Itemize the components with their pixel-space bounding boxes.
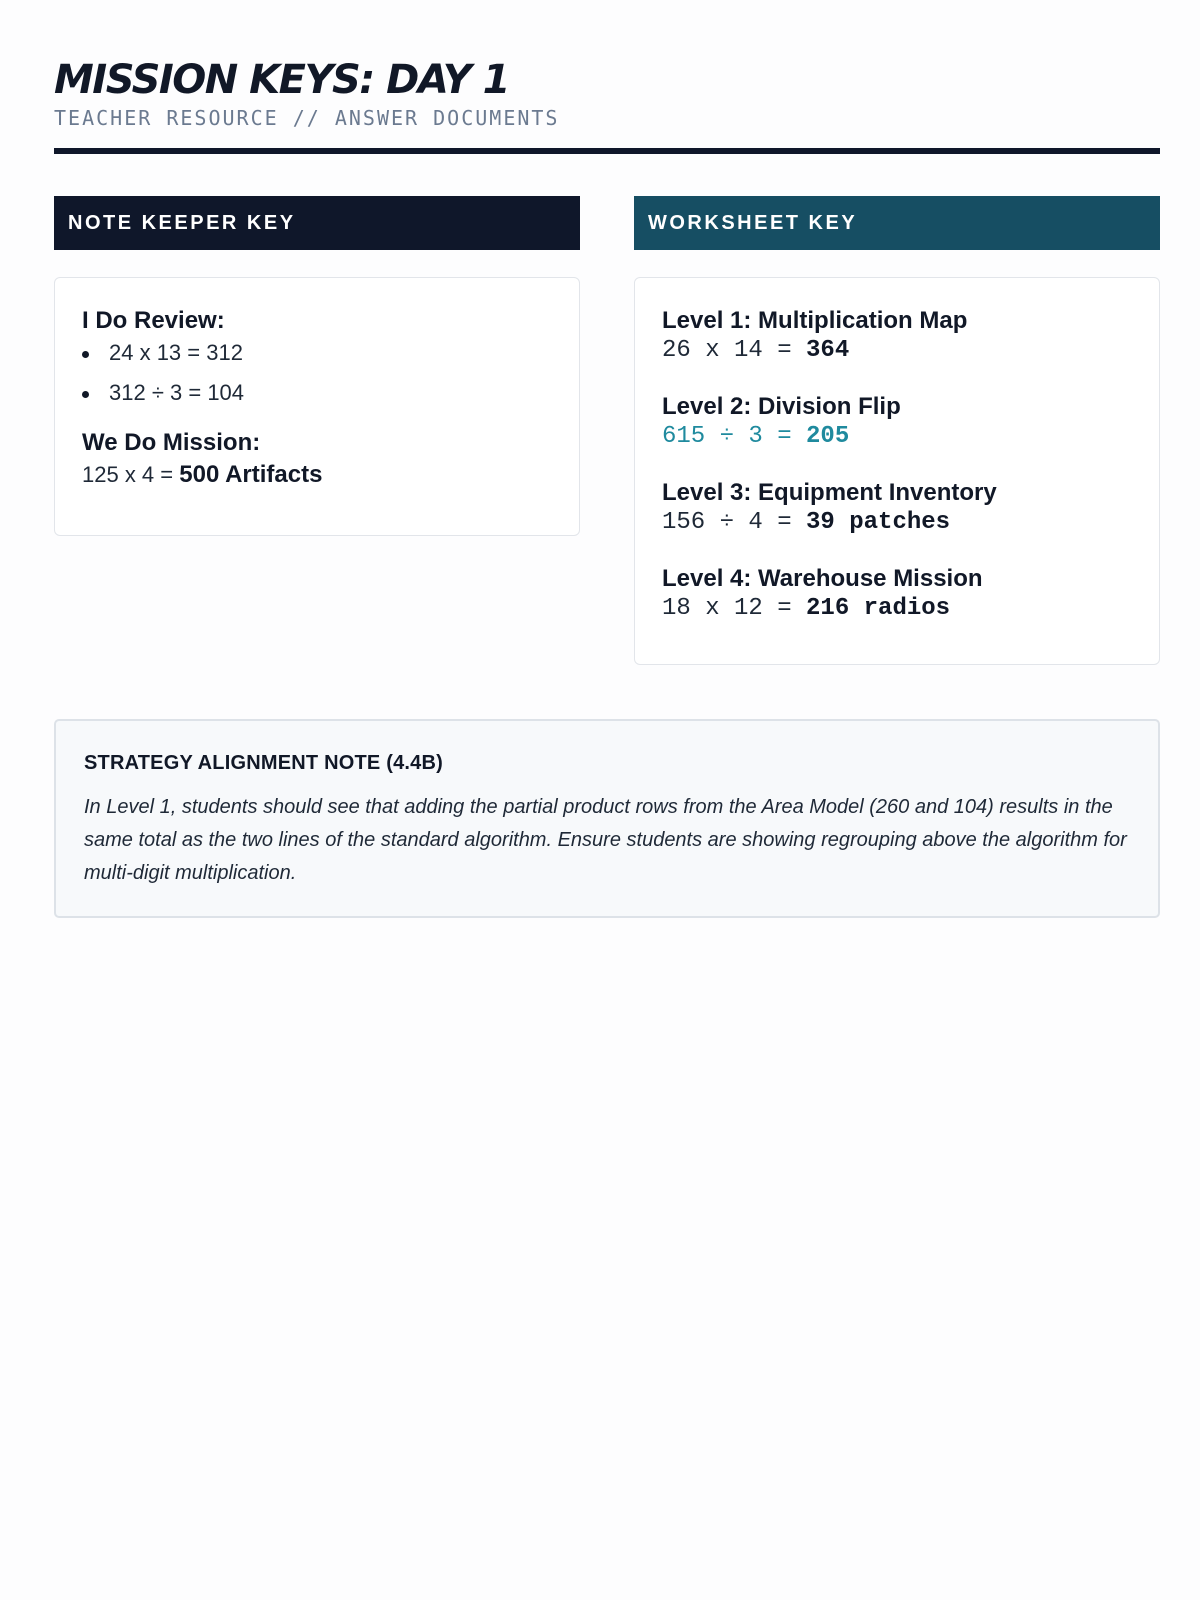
level-title: Level 2: Division Flip [662,393,901,420]
level-title: Level 4: Warehouse Mission [662,565,983,592]
level-title: Level 1: Multiplication Map [662,307,968,334]
level-answer: 364 [806,337,850,364]
level-item [662,478,1159,538]
i-do-list [82,338,579,408]
level-item [662,392,1159,452]
list-item: 312 ÷ 3 = 104 [82,378,579,408]
page-subtitle: TEACHER RESOURCE // ANSWER DOCUMENTS [54,106,560,130]
i-do-label: I Do Review: [82,307,225,334]
level-title: Level 3: Equipment Inventory [662,479,997,506]
worksheet-heading: WORKSHEET KEY [634,196,1160,250]
header-divider [54,148,1160,154]
level-answer: 216 radios [806,595,951,622]
note-keeper-heading: NOTE KEEPER KEY [54,196,580,250]
level-equation: 156 ÷ 4 = [662,509,807,536]
worksheet-card [634,277,1160,665]
level-answer-line [662,422,1159,452]
list-item: 24 x 13 = 312 [82,338,579,368]
we-do-equation: 125 x 4 = [82,462,180,487]
level-answer-line [662,336,1159,366]
strategy-note-body: In Level 1, students should see that adding the partial product rows from the Area Model (260 and 104) results in the same total as the two lines of the standard algorithm. Ensure students are showing regrouping above the algorithm for multi-digit multiplication. [84,796,1127,884]
level-equation: 26 x 14 = [662,337,807,364]
level-equation: 18 x 12 = [662,595,807,622]
we-do-answer: 500 Artifacts [179,461,323,488]
level-item [662,564,1159,624]
page-title: MISSION KEYS: DAY 1 [54,57,509,103]
strategy-note-title: STRATEGY ALIGNMENT NOTE (4.4B) [84,752,443,774]
level-answer-line [662,594,1159,624]
we-do-label: We Do Mission: [82,429,261,456]
note-keeper-card [54,277,580,536]
level-answer-line [662,508,1159,538]
we-do-answer-line [82,460,579,490]
level-equation: 615 ÷ 3 = [662,423,807,450]
level-answer: 39 patches [806,509,951,536]
level-item [662,306,1159,366]
level-answer: 205 [806,423,850,450]
strategy-note-box [54,719,1160,918]
